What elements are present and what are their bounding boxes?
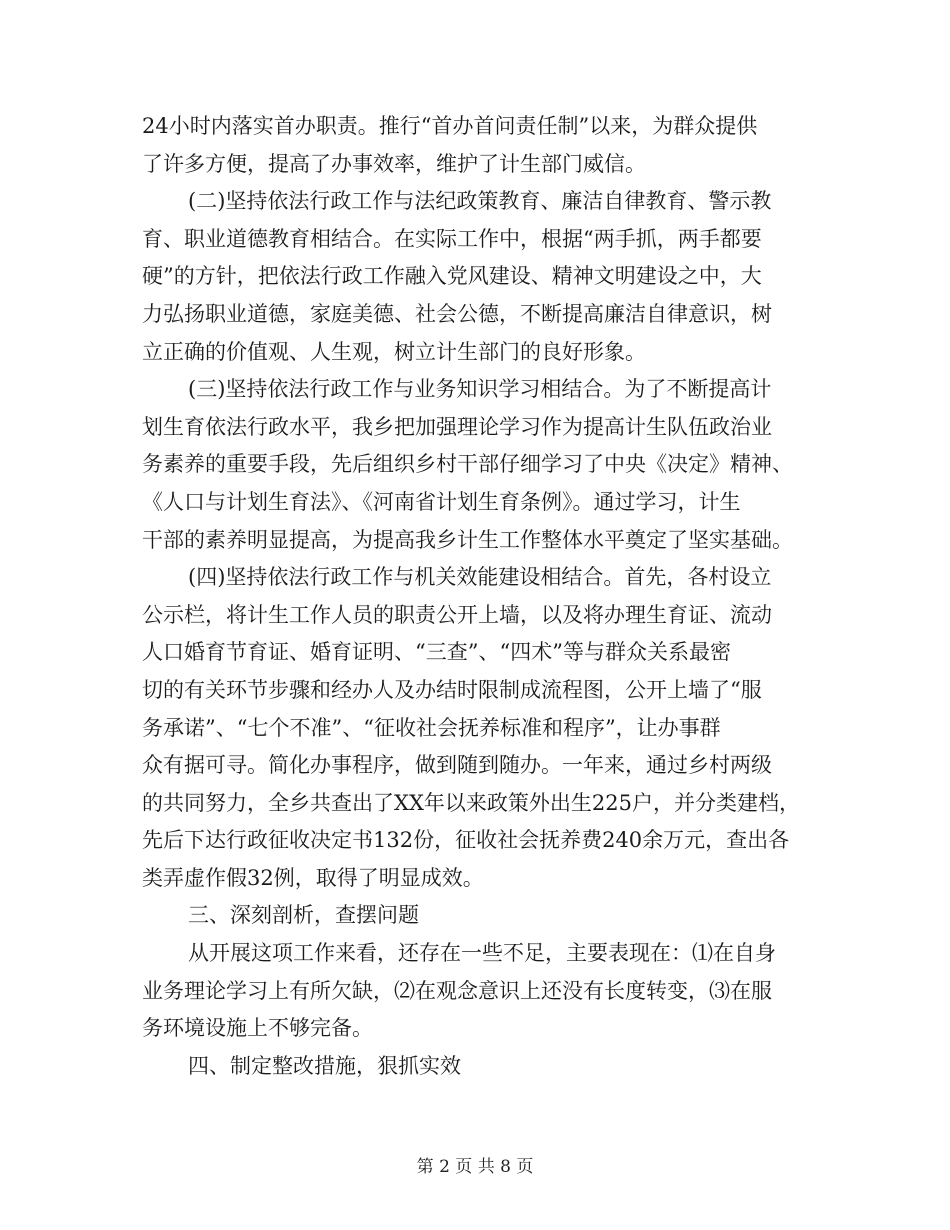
text-line: 类弄虚作假32例，取得了明显成效。 bbox=[142, 865, 484, 890]
paragraph bbox=[142, 897, 810, 935]
text-line: 了许多方便，提高了办事效率，维护了计生部门威信。 bbox=[142, 151, 646, 176]
text-line: 切的有关环节步骤和经办人及办结时限制成流程图，公开上墙了“服 bbox=[142, 677, 762, 702]
paragraph bbox=[142, 935, 810, 1048]
text-line: 立正确的价值观、人生观，树立计生部门的良好形象。 bbox=[142, 339, 646, 364]
paragraph bbox=[142, 108, 810, 183]
text-line: 划生育依法行政水平，我乡把加强理论学习作为提高计生队伍政治业 bbox=[142, 414, 772, 439]
document-body bbox=[142, 108, 810, 1085]
text-line: 人口婚育节育证、婚育证明、“三查”、“四术”等与群众关系最密 bbox=[142, 640, 731, 665]
text-line: 的共同努力，全乡共查出了XX年以来政策外出生225户，并分类建档， bbox=[142, 790, 800, 815]
text-line: 务环境设施上不够完备。 bbox=[142, 1016, 373, 1041]
text-line: 务承诺”、“七个不准”、“征收社会抚养标准和程序”，让办事群 bbox=[142, 715, 721, 740]
paragraph bbox=[142, 183, 810, 371]
text-line: 三、深刻剖析，查摆问题 bbox=[188, 903, 419, 928]
text-line: 《人口与计划生育法》、《河南省计划生育条例》。通过学习，计生 bbox=[142, 489, 741, 514]
text-line: (四)坚持依法行政工作与机关效能建设相结合。首先，各村设立 bbox=[188, 565, 772, 590]
paragraph bbox=[142, 559, 810, 897]
text-line: 务素养的重要手段，先后组织乡村干部仔细学习了中央《决定》精神、 bbox=[142, 452, 793, 477]
text-line: 硬”的方针，把依法行政工作融入党风建设、精神文明建设之中，大 bbox=[142, 264, 762, 289]
text-line: 从开展这项工作来看，还存在一些不足，主要表现在：⑴在自身 bbox=[188, 941, 776, 966]
text-line: 干部的素养明显提高，为提高我乡计生工作整体水平奠定了坚实基础。 bbox=[142, 527, 793, 552]
text-line: 先后下达行政征收决定书132份，征收社会抚养费240余万元，查出各 bbox=[142, 828, 790, 853]
text-line: 育、职业道德教育相结合。在实际工作中，根据“两手抓，两手都要 bbox=[142, 226, 762, 251]
text-line: 公示栏，将计生工作人员的职责公开上墙，以及将办理生育证、流动 bbox=[142, 602, 772, 627]
paragraph bbox=[142, 371, 810, 559]
text-line: (三)坚持依法行政工作与业务知识学习相结合。为了不断提高计 bbox=[188, 377, 772, 402]
text-line: (二)坚持依法行政工作与法纪政策教育、廉洁自律教育、警示教 bbox=[188, 189, 772, 214]
text-line: 力弘扬职业道德，家庭美德、社会公德，不断提高廉洁自律意识，树 bbox=[142, 301, 772, 326]
text-line: 业务理论学习上有所欠缺，⑵在观念意识上还没有长度转变，⑶在服 bbox=[142, 978, 772, 1003]
paragraph bbox=[142, 1048, 810, 1086]
text-line: 众有据可寻。简化办事程序，做到随到随办。一年来，通过乡村两级 bbox=[142, 753, 772, 778]
page-footer: 第 2 页 共 8 页 bbox=[416, 1157, 534, 1177]
text-line: 24小时内落实首办职责。推行“首办首问责任制”以来，为群众提供 bbox=[142, 114, 758, 138]
text-line: 四、制定整改措施，狠抓实效 bbox=[188, 1053, 461, 1078]
